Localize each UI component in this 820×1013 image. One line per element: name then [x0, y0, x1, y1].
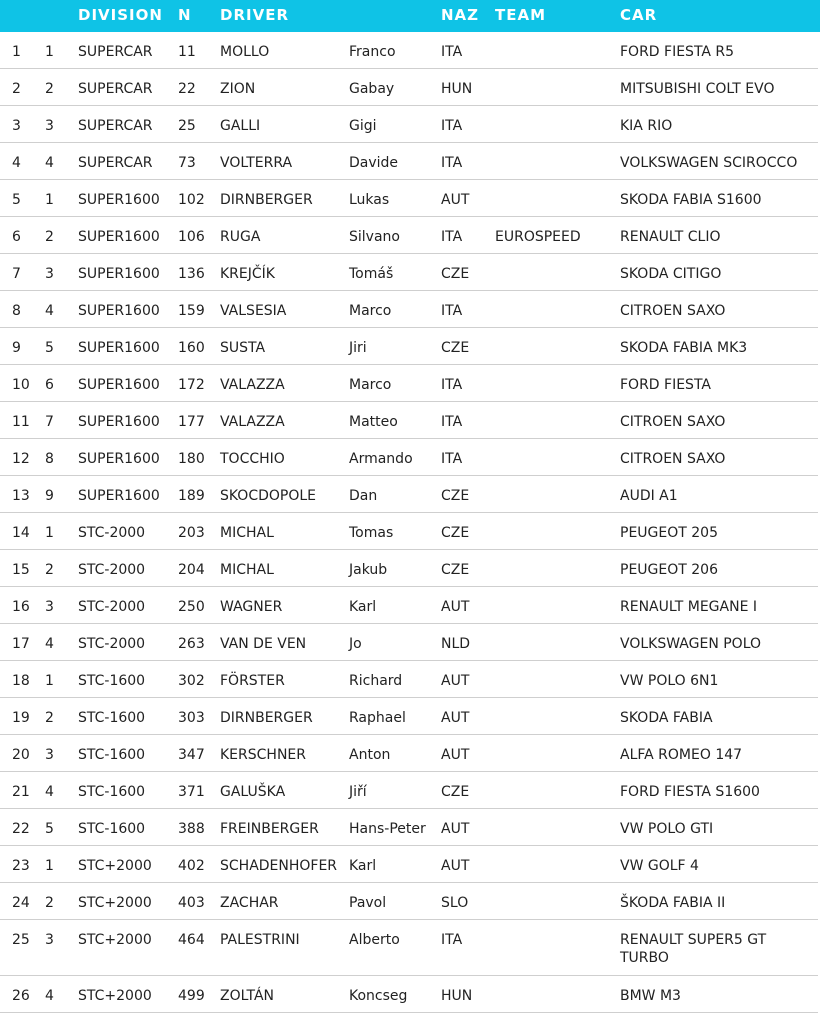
division-cell: STC+2000: [78, 988, 152, 1004]
nation-cell: CZE: [441, 562, 470, 578]
number-cell: 203: [178, 525, 205, 541]
firstname-cell: Matteo: [349, 414, 398, 430]
division-cell: STC-1600: [78, 821, 146, 837]
firstname-cell: Gigi: [349, 118, 377, 134]
row-position: 26: [12, 988, 30, 1004]
class-position: 9: [45, 488, 54, 504]
team-cell: EUROSPEED: [495, 229, 581, 245]
table-row: [0, 846, 818, 883]
nation-cell: ITA: [441, 303, 463, 319]
table-row: [0, 180, 818, 217]
car-cell: CITROEN SAXO: [620, 414, 726, 430]
number-cell: 499: [178, 988, 205, 1004]
row-position: 21: [12, 784, 30, 800]
division-cell: STC-1600: [78, 710, 146, 726]
table-row: [0, 976, 818, 1013]
number-cell: 302: [178, 673, 205, 689]
firstname-cell: Karl: [349, 858, 377, 874]
table-row: [0, 254, 818, 291]
firstname-cell: Armando: [349, 451, 413, 467]
car-cell: SKODA FABIA: [620, 710, 713, 726]
class-position: 5: [45, 340, 54, 356]
class-position: 2: [45, 895, 54, 911]
row-position: 13: [12, 488, 30, 504]
firstname-cell: Franco: [349, 44, 396, 60]
firstname-cell: Jiří: [349, 784, 367, 800]
nation-cell: ITA: [441, 414, 463, 430]
header-naz: NAZ: [441, 6, 480, 24]
class-position: 4: [45, 303, 54, 319]
table-row: [0, 106, 818, 143]
table-row: [0, 550, 818, 587]
table-row: [0, 365, 818, 402]
row-position: 23: [12, 858, 30, 874]
row-position: 3: [12, 118, 21, 134]
car-cell: ŠKODA FABIA II: [620, 895, 726, 911]
surname-cell: KERSCHNER: [220, 747, 306, 763]
surname-cell: FÖRSTER: [220, 673, 285, 689]
nation-cell: HUN: [441, 988, 473, 1004]
table-row: [0, 920, 818, 976]
surname-cell: VALAZZA: [220, 377, 285, 393]
firstname-cell: Lukas: [349, 192, 390, 208]
surname-cell: TOCCHIO: [220, 451, 285, 467]
division-cell: STC-1600: [78, 673, 146, 689]
class-position: 1: [45, 525, 54, 541]
division-cell: STC-2000: [78, 599, 146, 615]
nation-cell: ITA: [441, 44, 463, 60]
row-position: 2: [12, 81, 21, 97]
surname-cell: WAGNER: [220, 599, 283, 615]
nation-cell: AUT: [441, 821, 470, 837]
header-driver: DRIVER: [220, 6, 289, 24]
car-cell: CITROEN SAXO: [620, 303, 726, 319]
division-cell: STC+2000: [78, 932, 152, 948]
car-cell: FORD FIESTA S1600: [620, 784, 760, 800]
number-cell: 371: [178, 784, 205, 800]
class-position: 3: [45, 747, 54, 763]
table-row: [0, 661, 818, 698]
car-cell: KIA RIO: [620, 118, 673, 134]
row-position: 18: [12, 673, 30, 689]
car-cell: VOLKSWAGEN SCIROCCO: [620, 155, 798, 171]
number-cell: 172: [178, 377, 205, 393]
table-row: [0, 735, 818, 772]
car-cell: PEUGEOT 205: [620, 525, 718, 541]
number-cell: 136: [178, 266, 205, 282]
division-cell: SUPERCAR: [78, 155, 153, 171]
row-position: 7: [12, 266, 21, 282]
surname-cell: SKOCDOPOLE: [220, 488, 317, 504]
division-cell: SUPER1600: [78, 451, 160, 467]
surname-cell: MICHAL: [220, 525, 274, 541]
nation-cell: SLO: [441, 895, 469, 911]
class-position: 2: [45, 710, 54, 726]
class-position: 2: [45, 81, 54, 97]
firstname-cell: Jiri: [349, 340, 367, 356]
surname-cell: SUSTA: [220, 340, 266, 356]
nation-cell: AUT: [441, 747, 470, 763]
nation-cell: CZE: [441, 340, 470, 356]
division-cell: SUPER1600: [78, 229, 160, 245]
division-cell: SUPER1600: [78, 192, 160, 208]
car-cell: SKODA FABIA S1600: [620, 192, 762, 208]
car-cell: ALFA ROMEO 147: [620, 747, 743, 763]
number-cell: 347: [178, 747, 205, 763]
car-cell: FORD FIESTA R5: [620, 44, 735, 60]
header-car: CAR: [620, 6, 658, 24]
number-cell: 189: [178, 488, 205, 504]
class-position: 3: [45, 599, 54, 615]
row-position: 4: [12, 155, 21, 171]
nation-cell: ITA: [441, 155, 463, 171]
number-cell: 402: [178, 858, 205, 874]
number-cell: 106: [178, 229, 205, 245]
nation-cell: NLD: [441, 636, 471, 652]
nation-cell: ITA: [441, 229, 463, 245]
surname-cell: VALSESIA: [220, 303, 287, 319]
row-position: 8: [12, 303, 21, 319]
surname-cell: GALLI: [220, 118, 261, 134]
surname-cell: FREINBERGER: [220, 821, 319, 837]
firstname-cell: Jakub: [349, 562, 388, 578]
nation-cell: CZE: [441, 784, 470, 800]
number-cell: 102: [178, 192, 205, 208]
row-position: 6: [12, 229, 21, 245]
table-row: [0, 513, 818, 550]
nation-cell: AUT: [441, 858, 470, 874]
car-cell: VOLKSWAGEN POLO: [620, 636, 762, 652]
table-row: [0, 143, 818, 180]
firstname-cell: Dan: [349, 488, 378, 504]
surname-cell: ZACHAR: [220, 895, 279, 911]
nation-cell: ITA: [441, 932, 463, 948]
row-position: 19: [12, 710, 30, 726]
division-cell: STC-2000: [78, 636, 146, 652]
row-position: 24: [12, 895, 30, 911]
division-cell: STC+2000: [78, 895, 152, 911]
division-cell: SUPER1600: [78, 303, 160, 319]
division-cell: SUPER1600: [78, 266, 160, 282]
table-row: [0, 69, 818, 106]
class-position: 2: [45, 562, 54, 578]
nation-cell: HUN: [441, 81, 473, 97]
class-position: 6: [45, 377, 54, 393]
number-cell: 160: [178, 340, 205, 356]
car-cell: VW POLO GTI: [620, 821, 714, 837]
firstname-cell: Pavol: [349, 895, 387, 911]
firstname-cell: Raphael: [349, 710, 406, 726]
class-position: 5: [45, 821, 54, 837]
surname-cell: KREJČÍK: [220, 266, 275, 282]
firstname-cell: Gabay: [349, 81, 395, 97]
car-cell: RENAULT CLIO: [620, 229, 721, 245]
surname-cell: VAN DE VEN: [220, 636, 307, 652]
division-cell: STC-1600: [78, 784, 146, 800]
row-position: 25: [12, 932, 30, 948]
table-row: [0, 402, 818, 439]
nation-cell: AUT: [441, 710, 470, 726]
table-row: [0, 698, 818, 735]
class-position: 1: [45, 858, 54, 874]
table-row: [0, 291, 818, 328]
table-row: [0, 587, 818, 624]
number-cell: 250: [178, 599, 205, 615]
firstname-cell: Silvano: [349, 229, 400, 245]
table-row: [0, 439, 818, 476]
firstname-cell: Tomáš: [349, 266, 394, 282]
nation-cell: CZE: [441, 525, 470, 541]
nation-cell: ITA: [441, 118, 463, 134]
table-row: [0, 328, 818, 365]
row-position: 10: [12, 377, 30, 393]
car-cell: SKODA FABIA MK3: [620, 340, 748, 356]
number-cell: 303: [178, 710, 205, 726]
row-position: 12: [12, 451, 30, 467]
class-position: 3: [45, 932, 54, 948]
class-position: 1: [45, 44, 54, 60]
firstname-cell: Richard: [349, 673, 403, 689]
car-cell: RENAULT MEGANE I: [620, 599, 757, 615]
number-cell: 388: [178, 821, 205, 837]
row-position: 20: [12, 747, 30, 763]
firstname-cell: Hans-Peter: [349, 821, 426, 837]
table-row: [0, 32, 818, 69]
class-position: 4: [45, 784, 54, 800]
row-position: 15: [12, 562, 30, 578]
class-position: 4: [45, 636, 54, 652]
surname-cell: DIRNBERGER: [220, 192, 313, 208]
car-cell: SKODA CITIGO: [620, 266, 722, 282]
firstname-cell: Jo: [349, 636, 362, 652]
table-row: [0, 809, 818, 846]
car-cell: PEUGEOT 206: [620, 562, 718, 578]
firstname-cell: Marco: [349, 303, 392, 319]
table-row: [0, 476, 818, 513]
number-cell: 464: [178, 932, 205, 948]
number-cell: 25: [178, 118, 196, 134]
number-cell: 11: [178, 44, 196, 60]
car-cell: VW GOLF 4: [620, 858, 699, 874]
surname-cell: DIRNBERGER: [220, 710, 313, 726]
row-position: 11: [12, 414, 30, 430]
division-cell: SUPERCAR: [78, 44, 153, 60]
firstname-cell: Alberto: [349, 932, 400, 948]
car-cell: BMW M3: [620, 988, 681, 1004]
row-position: 16: [12, 599, 30, 615]
header-team: TEAM: [495, 6, 547, 24]
division-cell: SUPER1600: [78, 488, 160, 504]
header-division: DIVISION: [78, 6, 163, 24]
division-cell: STC-1600: [78, 747, 146, 763]
car-cell: CITROEN SAXO: [620, 451, 726, 467]
car-cell: AUDI A1: [620, 488, 678, 504]
surname-cell: MICHAL: [220, 562, 274, 578]
number-cell: 180: [178, 451, 205, 467]
number-cell: 204: [178, 562, 205, 578]
class-position: 2: [45, 229, 54, 245]
surname-cell: MOLLO: [220, 44, 270, 60]
firstname-cell: Koncseg: [349, 988, 408, 1004]
car-cell: FORD FIESTA: [620, 377, 711, 393]
row-position: 17: [12, 636, 30, 652]
table-row: [0, 772, 818, 809]
division-cell: STC-2000: [78, 525, 146, 541]
nation-cell: CZE: [441, 488, 470, 504]
nation-cell: ITA: [441, 451, 463, 467]
surname-cell: SCHADENHOFER: [220, 858, 338, 874]
row-position: 14: [12, 525, 30, 541]
row-position: 1: [12, 44, 21, 60]
firstname-cell: Tomas: [349, 525, 394, 541]
division-cell: STC-2000: [78, 562, 146, 578]
division-cell: SUPER1600: [78, 377, 160, 393]
table-row: [0, 883, 818, 920]
row-position: 22: [12, 821, 30, 837]
division-cell: SUPER1600: [78, 340, 160, 356]
division-cell: SUPERCAR: [78, 81, 153, 97]
nation-cell: AUT: [441, 192, 470, 208]
row-position: 5: [12, 192, 21, 208]
class-position: 1: [45, 673, 54, 689]
surname-cell: ZION: [220, 81, 256, 97]
car-cell: MITSUBISHI COLT EVO: [620, 81, 775, 97]
class-position: 4: [45, 988, 54, 1004]
class-position: 3: [45, 118, 54, 134]
division-cell: STC+2000: [78, 858, 152, 874]
nation-cell: CZE: [441, 266, 470, 282]
class-position: 1: [45, 192, 54, 208]
number-cell: 159: [178, 303, 205, 319]
class-position: 4: [45, 155, 54, 171]
car-cell: VW POLO 6N1: [620, 673, 719, 689]
surname-cell: RUGA: [220, 229, 261, 245]
surname-cell: ZOLTÁN: [220, 988, 274, 1004]
firstname-cell: Karl: [349, 599, 377, 615]
nation-cell: AUT: [441, 673, 470, 689]
header-n: N: [178, 6, 192, 24]
surname-cell: GALUŠKA: [220, 784, 286, 800]
nation-cell: ITA: [441, 377, 463, 393]
class-position: 7: [45, 414, 54, 430]
class-position: 3: [45, 266, 54, 282]
surname-cell: PALESTRINI: [220, 932, 300, 948]
division-cell: SUPERCAR: [78, 118, 153, 134]
table-row: [0, 624, 818, 661]
car-cell: RENAULT SUPER5 GT TURBO: [620, 932, 767, 966]
firstname-cell: Marco: [349, 377, 392, 393]
table-row: [0, 217, 818, 254]
number-cell: 177: [178, 414, 205, 430]
surname-cell: VOLTERRA: [220, 155, 293, 171]
number-cell: 73: [178, 155, 196, 171]
number-cell: 263: [178, 636, 205, 652]
surname-cell: VALAZZA: [220, 414, 285, 430]
number-cell: 403: [178, 895, 205, 911]
class-position: 8: [45, 451, 54, 467]
firstname-cell: Davide: [349, 155, 399, 171]
firstname-cell: Anton: [349, 747, 391, 763]
number-cell: 22: [178, 81, 196, 97]
table-header: [0, 0, 820, 32]
row-position: 9: [12, 340, 21, 356]
division-cell: SUPER1600: [78, 414, 160, 430]
nation-cell: AUT: [441, 599, 470, 615]
